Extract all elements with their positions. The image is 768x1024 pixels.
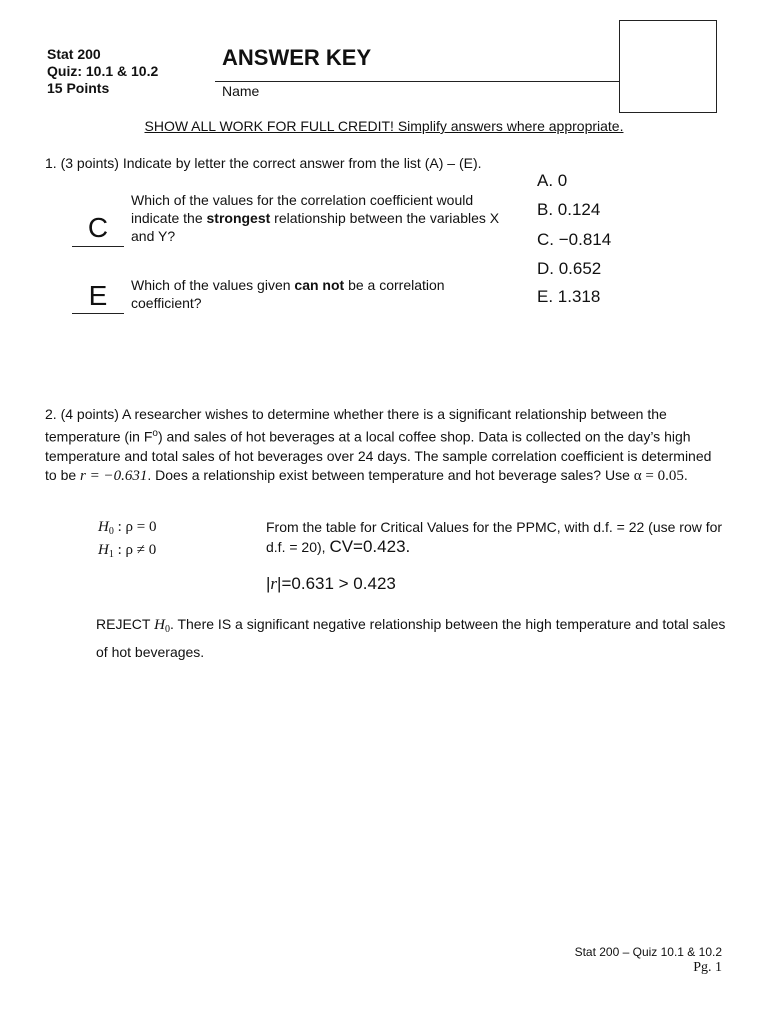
q1b-text-after: be a correlation coefficient? [131, 277, 445, 311]
page-footer [575, 944, 722, 976]
q1b-text-before: Which of the values given [131, 277, 295, 293]
q1b-text [131, 276, 511, 312]
footer-title: Stat 200 – Quiz 10.1 & 10.2 [574, 945, 722, 959]
reject-h-subscript: 0 [164, 624, 170, 635]
name-label: Name [222, 83, 260, 99]
q1a-text-before: Which of the values for the correlation coefficient would indicate the [131, 192, 474, 226]
q2-line3: . Does a relationship exist between temperature and hot beverage sales? Use [147, 466, 634, 483]
score-box [619, 20, 717, 113]
course-name: Stat 200 [47, 46, 101, 62]
cv-value: CV=0.423. [329, 537, 411, 556]
conclusion [96, 613, 726, 663]
h1-rhs: : ρ ≠ 0 [113, 542, 157, 558]
abs-r-comparison [266, 574, 396, 594]
h0-symbol: H [98, 519, 109, 535]
course-info [47, 46, 158, 97]
q1b-answer-line [72, 313, 124, 314]
abs-bar-left: | [266, 574, 271, 593]
q1b-answer: E [88, 280, 108, 311]
points-label: 15 Points [47, 80, 110, 96]
q1a-answer: C [87, 212, 109, 243]
reject-word: REJECT [96, 616, 155, 632]
q1a-answer-line [72, 246, 124, 247]
degree-symbol: o [152, 428, 158, 439]
h0-rhs: : ρ = 0 [113, 519, 157, 535]
name-line [215, 81, 620, 82]
quiz-label: Quiz: 10.1 & 10.2 [47, 63, 159, 79]
option-c: C. −0.814 [537, 230, 612, 249]
cv-description: From the table for Critical Values for the PPMC, with d.f. = 22 (use row for d.f. = 20), [266, 519, 723, 555]
q1a-text [131, 191, 521, 245]
option-b: B. 0.124 [537, 200, 601, 219]
option-e: E. 1.318 [537, 287, 601, 306]
r-expression: r = −0.631 [80, 467, 148, 484]
instructions: SHOW ALL WORK FOR FULL CREDIT! Simplify answers where appropriate. [144, 118, 624, 134]
h1-subscript: 1 [108, 549, 114, 560]
q1-prompt: 1. (3 points) Indicate by letter the correct answer from the list (A) – (E). [45, 155, 482, 171]
alt-hypothesis [98, 542, 156, 560]
critical-value-text [266, 518, 726, 557]
option-d: D. 0.652 [537, 259, 602, 278]
alpha-expression: α = 0.05 [633, 467, 684, 484]
page-title: ANSWER KEY [222, 45, 372, 70]
page-number: Pg. 1 [693, 960, 722, 975]
option-a: A. 0 [537, 171, 568, 190]
q2-line2: ) and sales of hot beverages at a local coffee shop. Data is collected on the day’s high temperature and total sales of hot beverages over 24 days. The sample correlation coefficient is determined to be [45, 428, 712, 483]
h1-symbol: H [98, 542, 109, 558]
q1a-text-after: relationship between the variables X and Y? [131, 210, 500, 244]
q1a-text-bold: strongest [206, 210, 271, 226]
null-hypothesis [98, 519, 156, 537]
q2-prompt [45, 405, 725, 486]
reject-h-symbol: H [154, 617, 165, 633]
q2-line1: 2. (4 points) A researcher wishes to determine whether there is a significant relationship between the temperature (in F [45, 406, 667, 445]
abs-r-variable: r [270, 574, 278, 593]
h0-subscript: 0 [108, 526, 114, 537]
abs-r-right: |=0.631 > 0.423 [277, 574, 396, 593]
q2-line4: . [683, 466, 688, 483]
q1b-text-bold: can not [294, 277, 345, 293]
reject-text: . There IS a significant negative relationship between the high temperature and total sales of hot beverages. [96, 616, 726, 660]
